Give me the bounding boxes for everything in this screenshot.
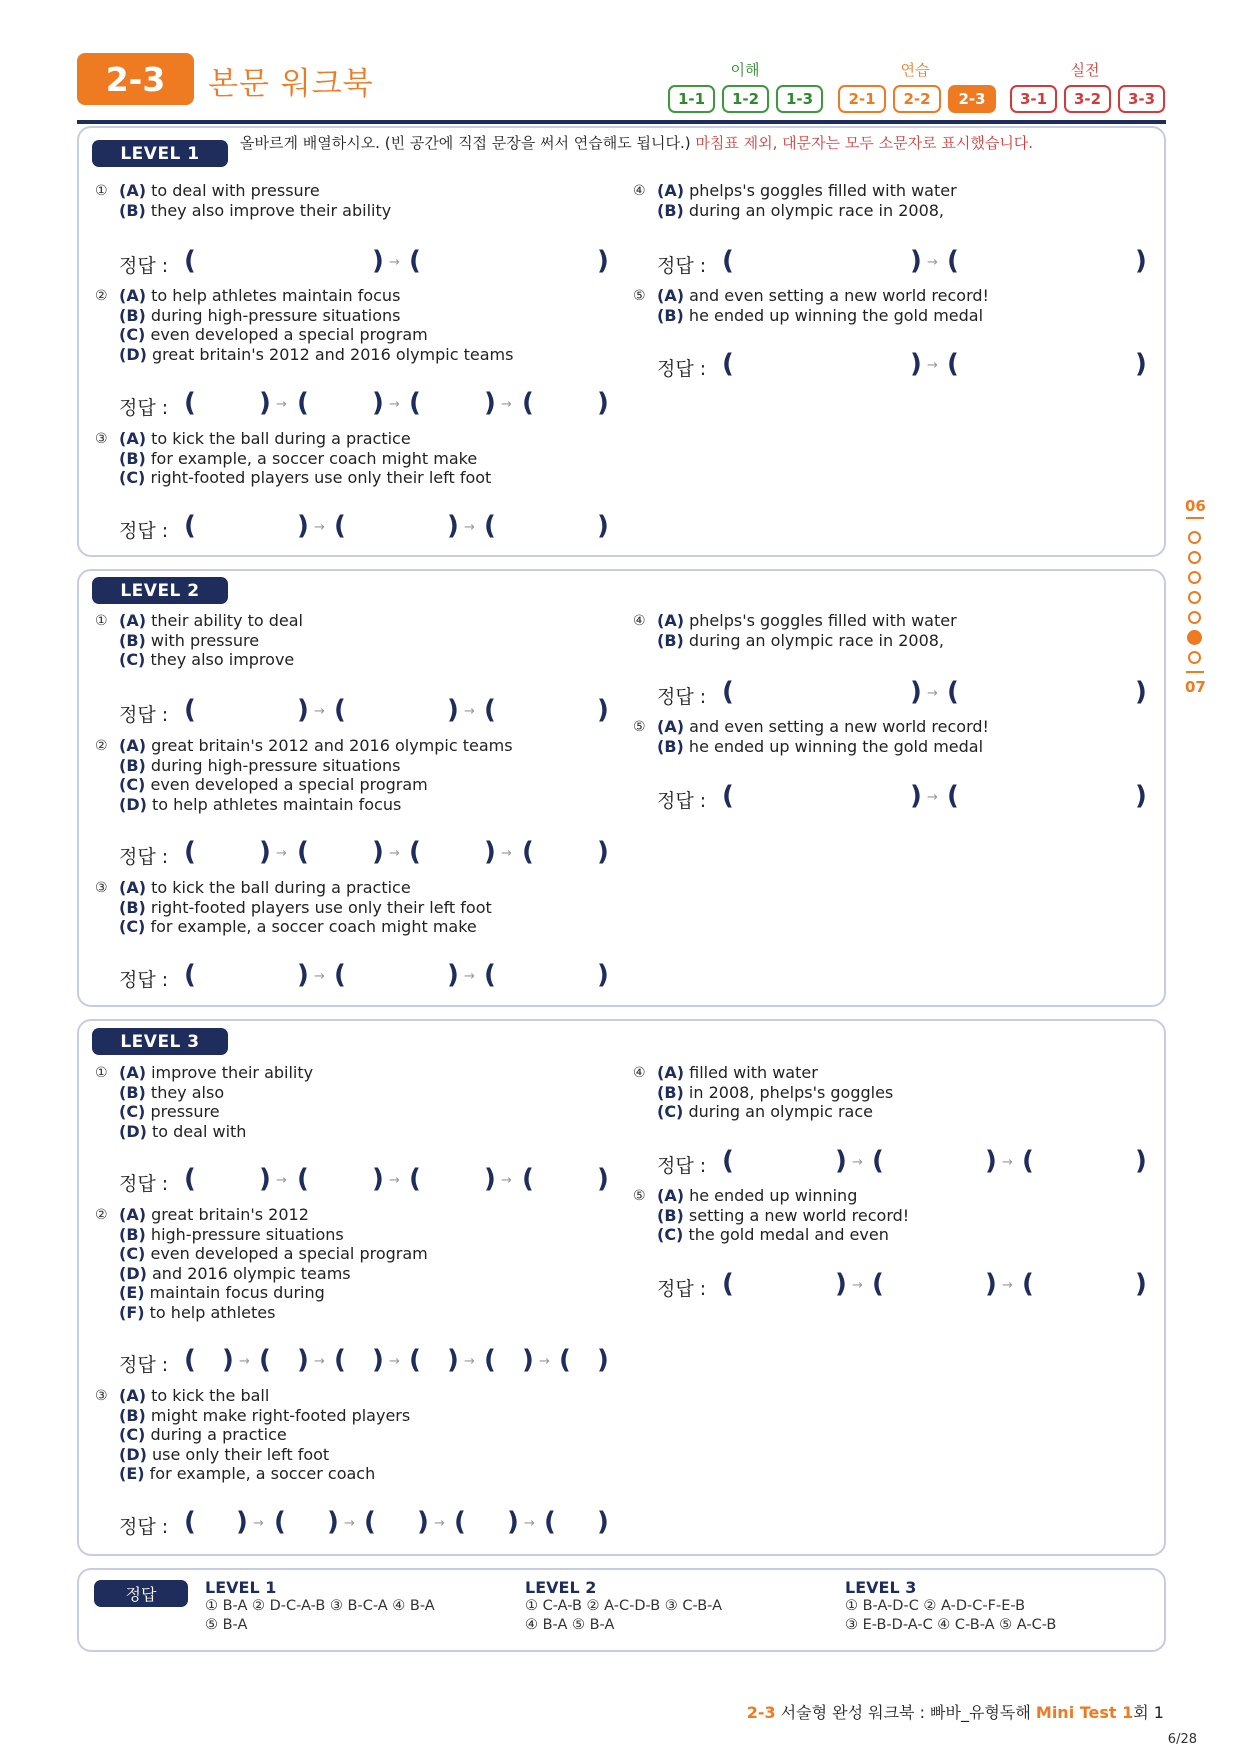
question [633, 611, 957, 650]
question [95, 736, 513, 814]
side-nav-dot-current[interactable] [1187, 630, 1202, 645]
question-number: ⑤ [633, 1188, 646, 1204]
answer-label: 정답 : [657, 1155, 707, 1177]
question-number: ③ [95, 1388, 108, 1404]
answer-label: 정답 : [657, 686, 707, 708]
answer-key-head: LEVEL 1 [205, 1578, 277, 1597]
answer-label: 정답 : [119, 520, 169, 542]
side-nav-dot[interactable] [1188, 531, 1201, 544]
tab-1-3[interactable]: 1-3 [776, 85, 823, 113]
header-rule [77, 120, 1166, 124]
answer-label: 정답 : [119, 846, 169, 868]
option: (D) and 2016 olympic teams [119, 1263, 351, 1283]
answer-key-line: ① C-A-B ② A-C-D-B ③ C-B-A [525, 1598, 722, 1614]
tab-1-1[interactable]: 1-1 [668, 85, 715, 113]
question-number: ④ [633, 613, 646, 629]
option: (B) he ended up winning the gold medal [657, 305, 984, 325]
answer-label: 정답 : [119, 1516, 169, 1538]
question [95, 181, 391, 220]
option: (A) filled with water [657, 1063, 818, 1082]
option: (E) for example, a soccer coach [119, 1464, 376, 1483]
option: (C) pressure [119, 1102, 220, 1121]
group-label-real: 실전 [1070, 61, 1100, 79]
option: (A) their ability to deal [119, 611, 303, 630]
answer-label: 정답 : [119, 1173, 169, 1195]
answer-key-line: ⑤ B-A [205, 1617, 248, 1633]
answer-label: 정답 : [657, 255, 707, 277]
question-number: ③ [95, 431, 108, 447]
answer-label: 정답 : [119, 1354, 169, 1376]
answer-key-line: ① B-A-D-C ② A-D-C-F-E-B [845, 1598, 1026, 1614]
question-number: ① [95, 613, 108, 629]
answer-key-level-2 [525, 1578, 722, 1635]
option: (C) during a practice [119, 1425, 287, 1444]
option: (C) during an olympic race [657, 1102, 873, 1121]
question-number: ④ [633, 1065, 646, 1081]
answer-blank[interactable]: 정답 : ( ) → ( ) [657, 781, 1147, 812]
option: (B) in 2008, phelps's goggles [657, 1082, 894, 1102]
question [633, 1186, 909, 1245]
tab-2-1[interactable]: 2-1 [838, 85, 886, 113]
question-number: ⑤ [633, 719, 646, 735]
answer-blank[interactable]: 정답 : ( ) → ( ) → ( ) [657, 1269, 1147, 1300]
page-number: 6/28 [1167, 1732, 1197, 1747]
group-label-understand: 이해 [730, 61, 760, 79]
question [95, 1063, 313, 1141]
answer-label: 정답 : [119, 255, 169, 277]
option: (A) improve their ability [119, 1063, 314, 1082]
side-nav-top: 06 [1185, 497, 1206, 515]
answer-blank[interactable]: 정답 : ( ) → ( ) → ( ) → ( ) [119, 837, 609, 868]
option: (B) during high-pressure situations [119, 305, 401, 325]
tab-3-2[interactable]: 3-2 [1064, 85, 1111, 113]
answer-key-head: LEVEL 2 [525, 1578, 597, 1597]
option: (B) right-footed players use only their left foot [119, 897, 492, 917]
option: (A) to kick the ball during a practice [119, 429, 411, 448]
answer-blank[interactable]: 정답 : ( ) → ( ) → ( ) [119, 695, 609, 726]
answer-label: 정답 : [119, 704, 169, 726]
question [95, 286, 513, 364]
option: (A) and even setting a new world record! [657, 286, 989, 305]
question [633, 286, 989, 325]
answer-label: 정답 : [119, 397, 169, 419]
instruction-main: 올바르게 배열하시오. (빈 공간에 직접 문장을 써서 연습해도 됩니다.) [240, 134, 691, 152]
answer-blank[interactable]: 정답 : ( ) → ( ) [657, 246, 1147, 277]
option: (C) right-footed players use only their left foot [119, 468, 492, 487]
question [95, 611, 303, 670]
option: (B) during an olympic race in 2008, [657, 200, 945, 220]
option: (C) they also improve [119, 650, 295, 669]
question-number: ② [95, 738, 108, 754]
side-nav-dot[interactable] [1188, 551, 1201, 564]
level-1-badge: LEVEL 1 [92, 140, 228, 167]
option: (A) to help athletes maintain focus [119, 286, 401, 305]
side-nav-bottom: 07 [1185, 678, 1206, 696]
question [95, 878, 492, 937]
option: (A) great britain's 2012 and 2016 olympic teams [119, 736, 513, 755]
option: (B) they also [119, 1082, 225, 1102]
option: (A) phelps's goggles filled with water [657, 611, 957, 630]
answer-key-line: ① B-A ② D-C-A-B ③ B-C-A ④ B-A [205, 1598, 435, 1614]
question-number: ① [95, 183, 108, 199]
question [95, 429, 491, 488]
answer-key-line: ③ E-B-D-A-C ④ C-B-A ⑤ A-C-B [845, 1617, 1057, 1633]
footer-suffix: 회 1 [1133, 1703, 1164, 1722]
answer-blank[interactable]: 정답 : ( ) → ( ) [119, 246, 609, 277]
option: (A) great britain's 2012 [119, 1205, 309, 1224]
side-nav-dot[interactable] [1188, 571, 1201, 584]
unit-badge: 2-3 [77, 53, 194, 105]
option: (B) might make right-footed players [119, 1405, 411, 1425]
side-nav-dot[interactable] [1188, 651, 1201, 664]
group-label-practice: 연습 [900, 61, 930, 79]
question-number: ② [95, 1207, 108, 1223]
answer-blank[interactable]: 정답 : ( ) → ( ) [657, 677, 1147, 708]
option: (A) to deal with pressure [119, 181, 320, 200]
level-2-badge: LEVEL 2 [92, 577, 228, 604]
footer-text: 서술형 완성 워크북 : 빠바_유형독해 [775, 1703, 1036, 1722]
answer-label: 정답 : [657, 1278, 707, 1300]
tab-1-2[interactable]: 1-2 [722, 85, 769, 113]
option: (D) use only their left foot [119, 1444, 330, 1464]
option: (F) to help athletes [119, 1302, 276, 1322]
option: (B) during an olympic race in 2008, [657, 630, 945, 650]
answer-blank[interactable]: 정답 : ( ) → ( ) → ( ) → ( ) → ( ) → ( ) [119, 1345, 609, 1376]
option: (D) to help athletes maintain focus [119, 794, 402, 814]
option: (B) high-pressure situations [119, 1224, 344, 1244]
option: (E) maintain focus during [119, 1283, 325, 1302]
option: (B) he ended up winning the gold medal [657, 736, 984, 756]
footer-badge: 2-3 [746, 1703, 776, 1722]
answer-blank[interactable]: 정답 : ( ) → ( ) [657, 349, 1147, 380]
question-number: ④ [633, 183, 646, 199]
option: (B) they also improve their ability [119, 200, 392, 220]
answer-blank[interactable]: 정답 : ( ) → ( ) → ( ) → ( ) → ( ) [119, 1507, 609, 1538]
footer [747, 1700, 1164, 1723]
option: (A) to kick the ball [119, 1386, 270, 1405]
tab-3-3[interactable]: 3-3 [1118, 85, 1165, 113]
option: (A) phelps's goggles filled with water [657, 181, 957, 200]
answer-blank[interactable]: 정답 : ( ) → ( ) → ( ) [119, 960, 609, 991]
answer-label: 정답 : [657, 358, 707, 380]
answer-blank[interactable]: 정답 : ( ) → ( ) → ( ) → ( ) [119, 388, 609, 419]
option: (B) for example, a soccer coach might make [119, 448, 478, 468]
footer-series: Mini Test 1 [1035, 1703, 1134, 1722]
answer-key-level-3 [845, 1578, 1056, 1635]
answer-key-level-1 [205, 1578, 435, 1635]
tab-2-3[interactable]: 2-3 [948, 85, 996, 113]
question-number: ⑤ [633, 288, 646, 304]
side-nav-dot[interactable] [1188, 591, 1201, 604]
question [95, 1386, 410, 1484]
option: (B) during high-pressure situations [119, 755, 401, 775]
option: (A) to kick the ball during a practice [119, 878, 411, 897]
answer-key-badge: 정답 [94, 1580, 188, 1607]
option: (C) even developed a special program [119, 325, 428, 344]
option: (C) for example, a soccer coach might make [119, 917, 477, 936]
question [95, 1205, 428, 1322]
answer-label: 정답 : [657, 790, 707, 812]
question [633, 1063, 893, 1122]
option: (D) to deal with [119, 1121, 247, 1141]
option: (D) great britain's 2012 and 2016 olympic teams [119, 344, 514, 364]
tab-2-2[interactable]: 2-2 [893, 85, 941, 113]
question-number: ② [95, 288, 108, 304]
instruction [240, 132, 1145, 154]
question [633, 717, 989, 756]
answer-key-line: ④ B-A ⑤ B-A [525, 1617, 615, 1633]
answer-blank[interactable]: 정답 : ( ) → ( ) → ( ) [119, 511, 609, 542]
option: (A) he ended up winning [657, 1186, 858, 1205]
option: (B) setting a new world record! [657, 1205, 910, 1225]
option: (C) the gold medal and even [657, 1225, 889, 1244]
question [633, 181, 957, 220]
tab-3-1[interactable]: 3-1 [1010, 85, 1057, 113]
option: (B) with pressure [119, 630, 260, 650]
answer-label: 정답 : [119, 969, 169, 991]
question-number: ③ [95, 880, 108, 896]
option: (A) and even setting a new world record! [657, 717, 989, 736]
instruction-note: 마침표 제외, 대문자는 모두 소문자로 표시했습니다. [690, 134, 1034, 152]
level-3-badge: LEVEL 3 [92, 1028, 228, 1055]
side-nav-dot[interactable] [1188, 611, 1201, 624]
answer-blank[interactable]: 정답 : ( ) → ( ) → ( ) → ( ) [119, 1164, 609, 1195]
option: (C) even developed a special program [119, 1244, 428, 1263]
option: (C) even developed a special program [119, 775, 428, 794]
answer-blank[interactable]: 정답 : ( ) → ( ) → ( ) [657, 1146, 1147, 1177]
side-nav-tick-top [1186, 517, 1204, 519]
side-nav-tick-bottom [1186, 671, 1204, 673]
page-title: 본문 워크북 [208, 66, 374, 102]
question-number: ① [95, 1065, 108, 1081]
answer-key-head: LEVEL 3 [845, 1578, 917, 1597]
